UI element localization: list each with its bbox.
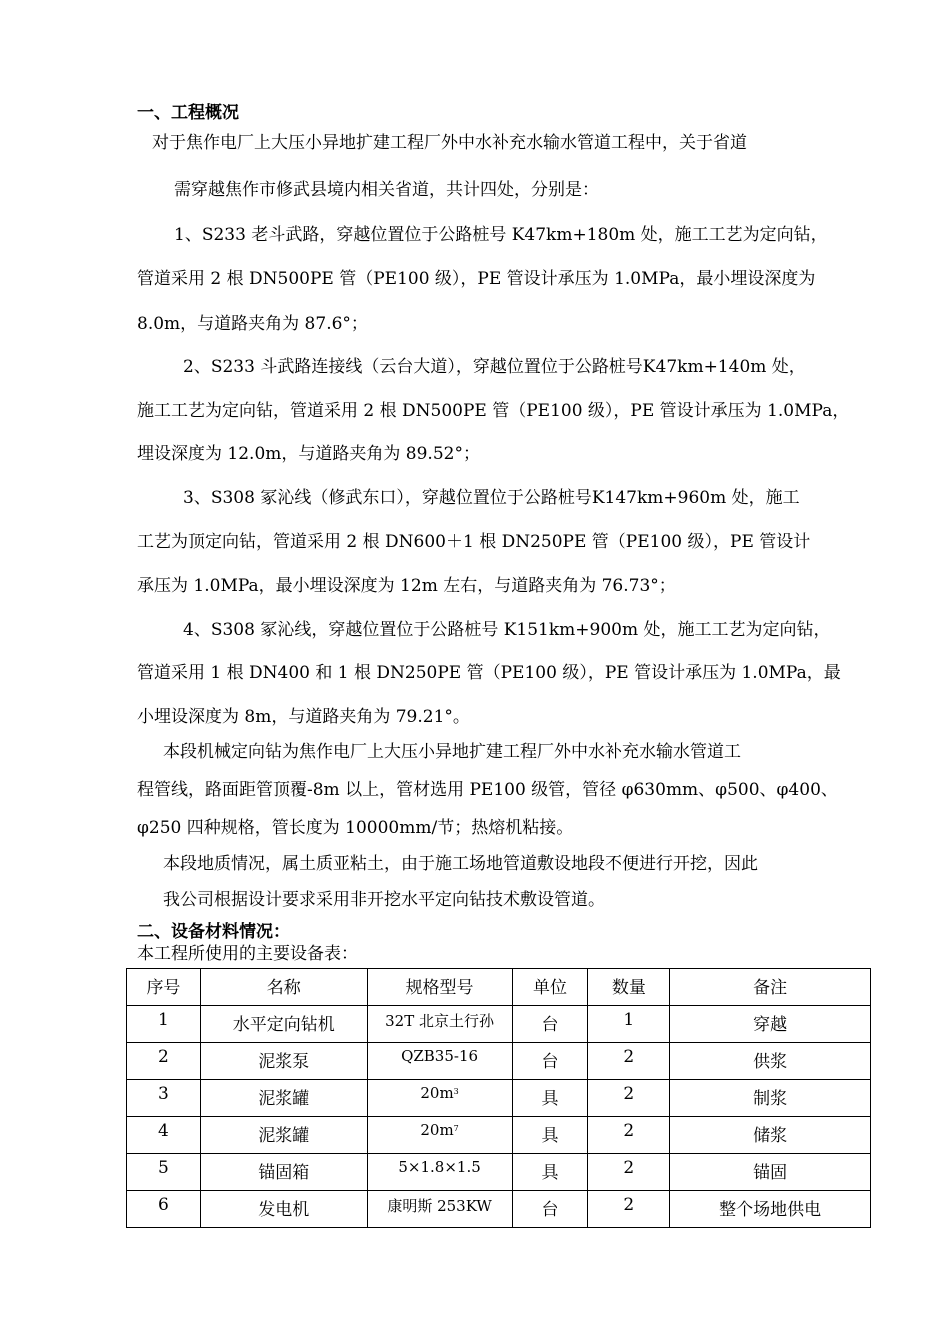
- paragraph-line: 需穿越焦作市修武县境内相关省道，共计四处，分别是：: [174, 180, 599, 200]
- cell-qty: 2: [588, 1154, 670, 1191]
- paragraph-line: 3、S308 冢沁线（修武东口），穿越位置位于公路桩号K147km+960m 处，施工: [183, 488, 800, 508]
- column-header-unit: 单位: [512, 969, 588, 1006]
- section1-heading: 一、工程概况: [137, 103, 239, 123]
- table-row: [127, 1191, 871, 1228]
- paragraph-line: 1、S233 老斗武路，穿越位置位于公路桩号 K47km+180m 处，施工工艺为定向钻，: [174, 225, 828, 245]
- table-caption: 本工程所使用的主要设备表：: [137, 944, 358, 964]
- section2-heading: 二、设备材料情况：: [137, 922, 290, 942]
- paragraph-line: 程管线，路面距管顶覆-8m 以上，管材选用 PE100 级管，管径 φ630mm、φ500、φ400、: [137, 780, 838, 800]
- cell-no: 5: [127, 1154, 201, 1191]
- cell-qty: 2: [588, 1117, 670, 1154]
- cell-no: 4: [127, 1117, 201, 1154]
- paragraph-line: 本段地质情况，属土质亚粘土，由于施工场地管道敷设地段不便进行开挖，因此: [163, 854, 758, 874]
- cell-note: 储浆: [670, 1117, 871, 1154]
- cell-note: 整个场地供电: [670, 1191, 871, 1228]
- paragraph-line: 管道采用 1 根 DN400 和 1 根 DN250PE 管（PE100 级），PE 管设计承压为 1.0MPa，最: [137, 663, 841, 683]
- paragraph-line: 管道采用 2 根 DN500PE 管（PE100 级），PE 管设计承压为 1.0MPa，最小埋设深度为: [137, 269, 816, 289]
- cell-qty: 1: [588, 1006, 670, 1043]
- table-row: [127, 1043, 871, 1080]
- cell-qty: 2: [588, 1080, 670, 1117]
- cell-unit: 台: [512, 1006, 588, 1043]
- cell-name: 泥浆泵: [200, 1043, 367, 1080]
- table-row: [127, 1154, 871, 1191]
- spec-text: 20m: [420, 1121, 454, 1139]
- cell-name: 泥浆罐: [200, 1117, 367, 1154]
- cell-no: 2: [127, 1043, 201, 1080]
- cell-no: 1: [127, 1006, 201, 1043]
- paragraph-line: φ250 四种规格，管长度为 10000mm/节；热熔机粘接。: [137, 818, 574, 838]
- cell-note: 供浆: [670, 1043, 871, 1080]
- cell-note: 穿越: [670, 1006, 871, 1043]
- cell-spec: [367, 1117, 512, 1154]
- cell-no: 6: [127, 1191, 201, 1228]
- column-header-qty: 数量: [588, 969, 670, 1006]
- cell-unit: 台: [512, 1043, 588, 1080]
- table-row: [127, 1117, 871, 1154]
- paragraph-line: 本段机械定向钻为焦作电厂上大压小异地扩建工程厂外中水补充水输水管道工: [163, 742, 741, 762]
- equipment-table: [126, 968, 871, 1228]
- cell-unit: 具: [512, 1080, 588, 1117]
- table-header-row: [127, 969, 871, 1006]
- cell-qty: 2: [588, 1043, 670, 1080]
- paragraph-line: 8.0m，与道路夹角为 87.6°；: [137, 314, 368, 334]
- paragraph-line: 施工工艺为定向钻，管道采用 2 根 DN500PE 管（PE100 级），PE 管设计承压为 1.0MPa，: [137, 401, 850, 421]
- paragraph-line: 承压为 1.0MPa，最小埋设深度为 12m 左右，与道路夹角为 76.73°；: [137, 576, 676, 596]
- paragraph-line: 埋设深度为 12.0m，与道路夹角为 89.52°；: [137, 444, 480, 464]
- spec-superscript: 7: [453, 1124, 459, 1133]
- column-header-name: 名称: [200, 969, 367, 1006]
- spec-text: 20m: [420, 1084, 454, 1102]
- table-row: [127, 1006, 871, 1043]
- cell-unit: 台: [512, 1191, 588, 1228]
- cell-spec: 康明斯 253KW: [367, 1191, 512, 1228]
- cell-spec: 32T 北京土行孙: [367, 1006, 512, 1043]
- cell-note: 制浆: [670, 1080, 871, 1117]
- paragraph-line: 4、S308 冢沁线，穿越位置位于公路桩号 K151km+900m 处，施工工艺为定向钻，: [183, 620, 831, 640]
- cell-note: 锚固: [670, 1154, 871, 1191]
- table-row: [127, 1080, 871, 1117]
- column-header-spec: 规格型号: [367, 969, 512, 1006]
- cell-spec: [367, 1080, 512, 1117]
- cell-name: 泥浆罐: [200, 1080, 367, 1117]
- paragraph-line: 对于焦作电厂上大压小异地扩建工程厂外中水补充水输水管道工程中，关于省道: [152, 133, 747, 153]
- column-header-note: 备注: [670, 969, 871, 1006]
- cell-unit: 具: [512, 1117, 588, 1154]
- column-header-no: 序号: [127, 969, 201, 1006]
- paragraph-line: 工艺为顶定向钻，管道采用 2 根 DN600＋1 根 DN250PE 管（PE100 级），PE 管设计: [137, 532, 811, 552]
- cell-no: 3: [127, 1080, 201, 1117]
- cell-name: 水平定向钻机: [200, 1006, 367, 1043]
- cell-name: 发电机: [200, 1191, 367, 1228]
- cell-spec: 5×1.8×1.5: [367, 1154, 512, 1191]
- cell-spec: QZB35-16: [367, 1043, 512, 1080]
- paragraph-line: 我公司根据设计要求采用非开挖水平定向钻技术敷设管道。: [163, 890, 605, 910]
- cell-qty: 2: [588, 1191, 670, 1228]
- paragraph-line: 2、S233 斗武路连接线（云台大道），穿越位置位于公路桩号K47km+140m 处，: [183, 357, 806, 377]
- cell-name: 锚固箱: [200, 1154, 367, 1191]
- paragraph-line: 小埋设深度为 8m，与道路夹角为 79.21°。: [137, 707, 470, 727]
- spec-superscript: 3: [453, 1087, 459, 1096]
- cell-unit: 具: [512, 1154, 588, 1191]
